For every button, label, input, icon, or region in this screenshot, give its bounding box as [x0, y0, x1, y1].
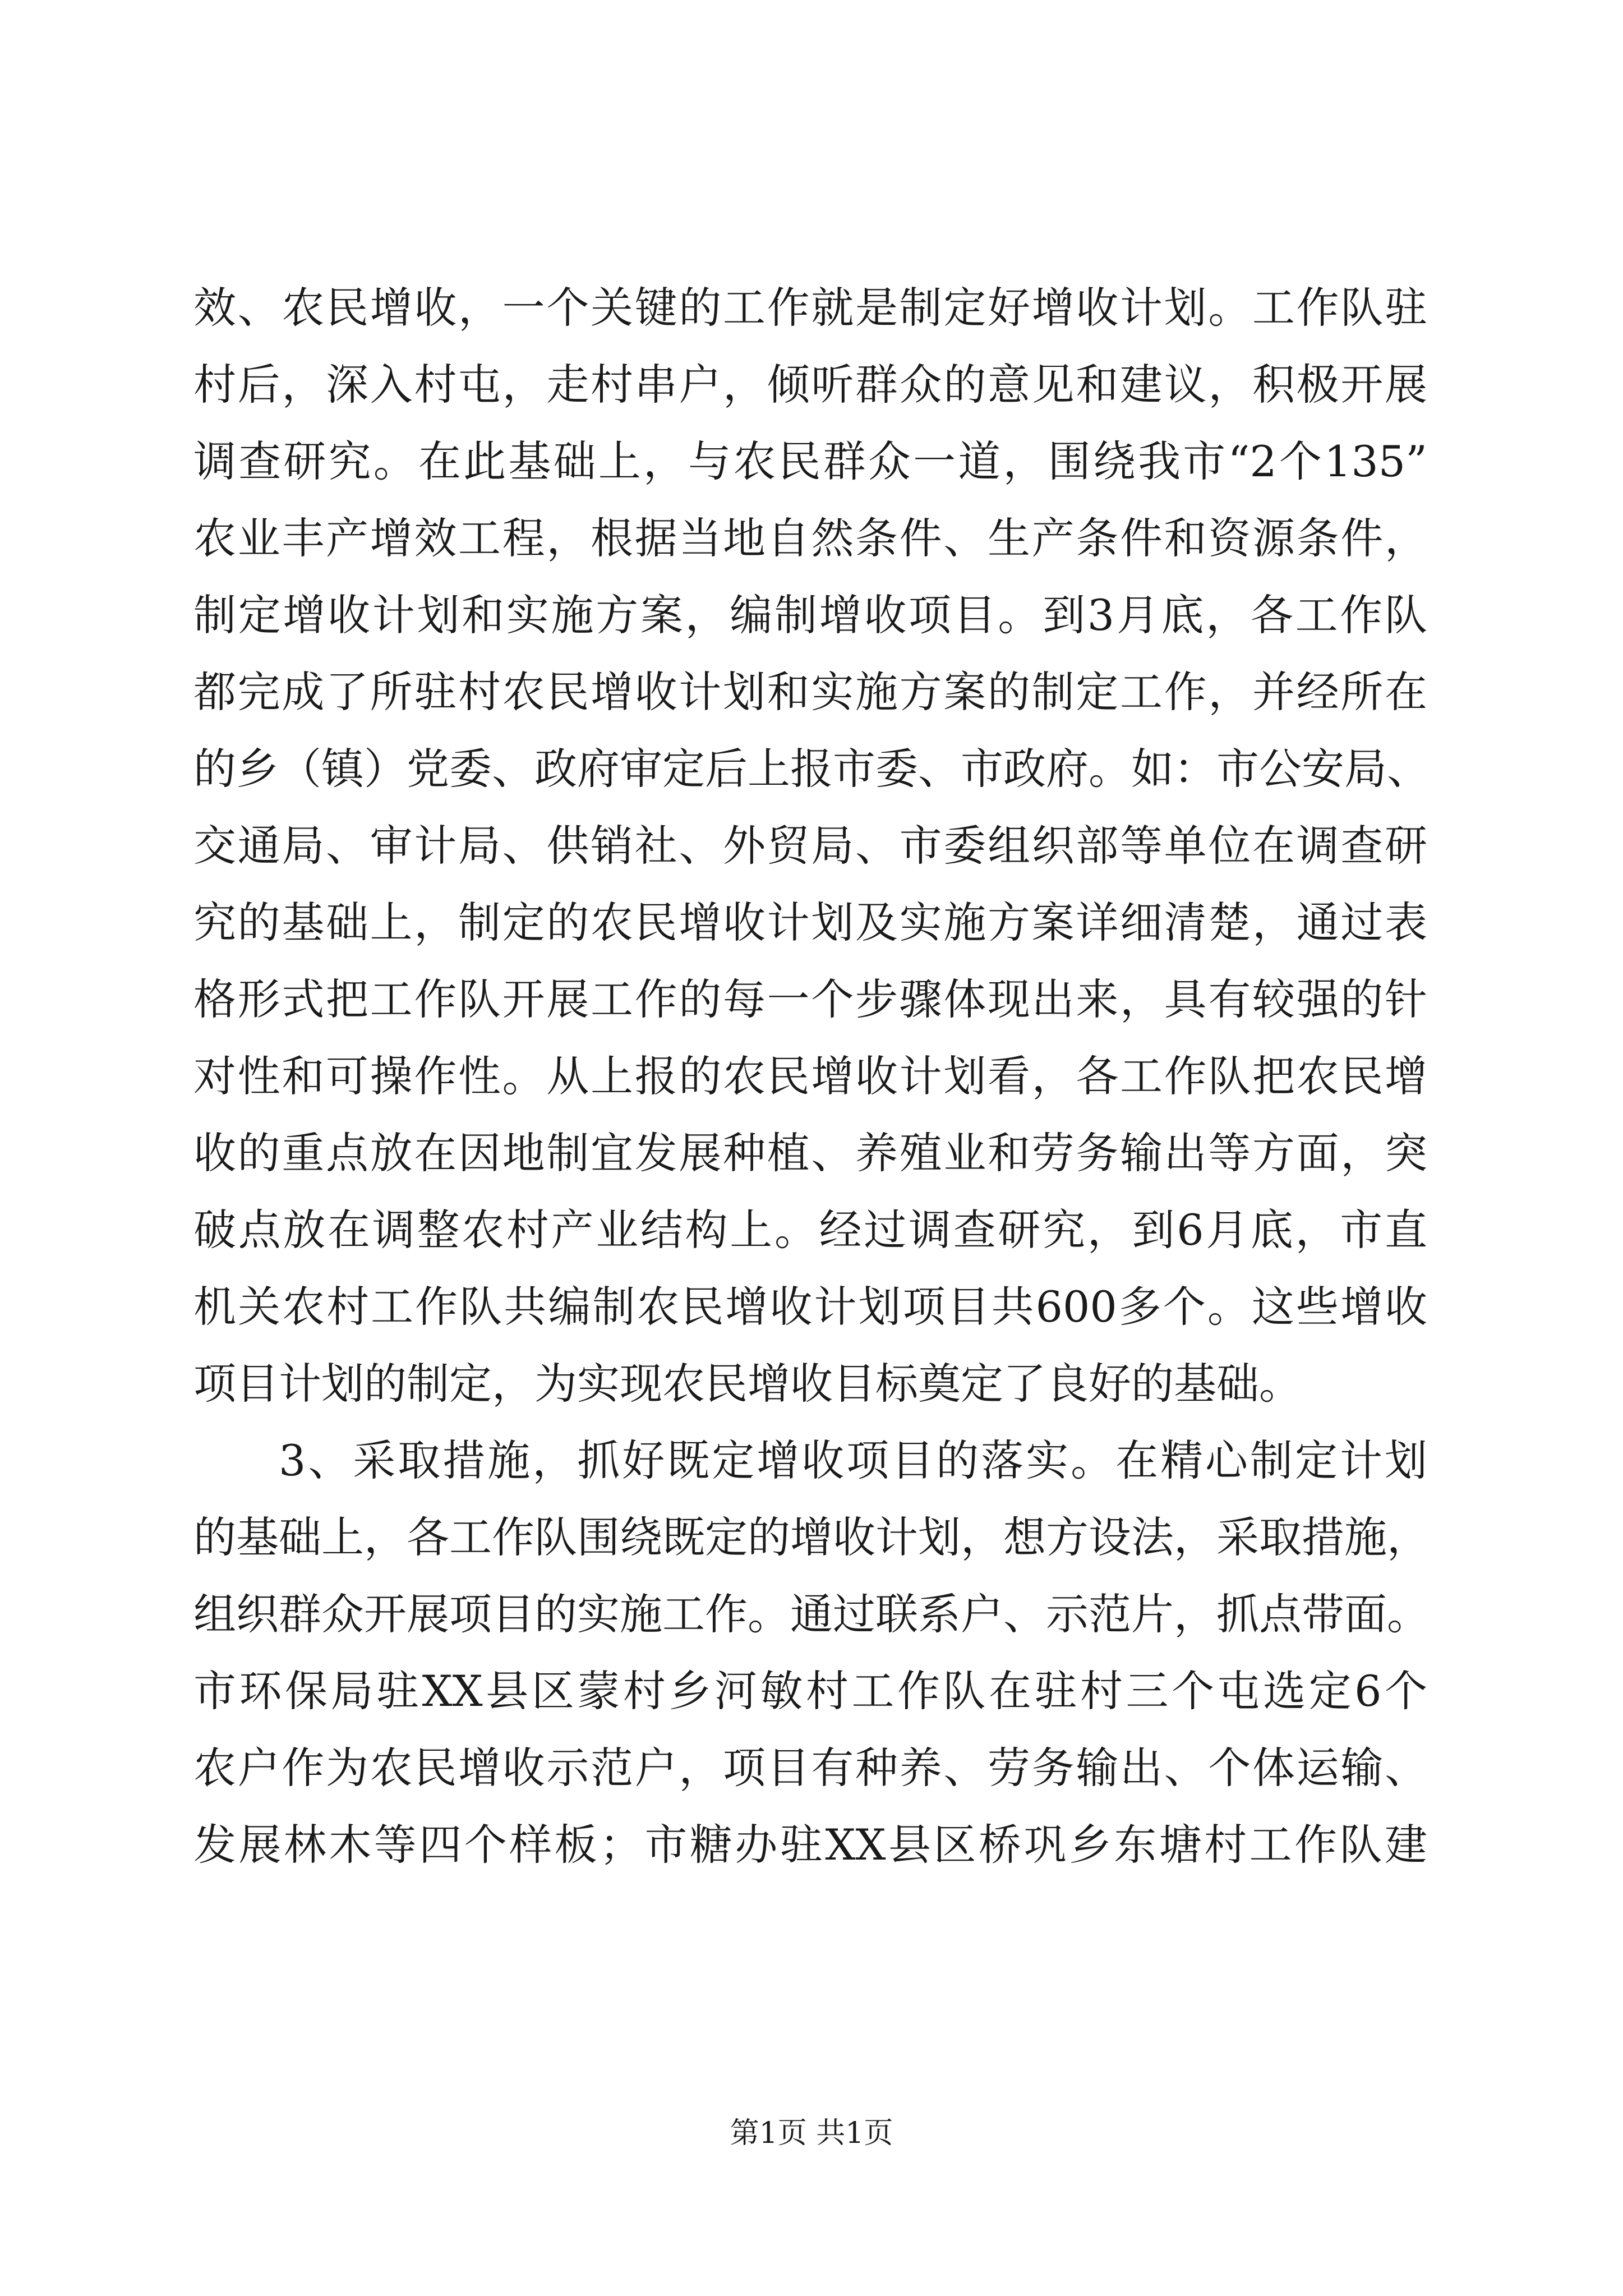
text-line: 调查研究。在此基础上，与农民群众一道，围绕我市“2个135” — [193, 436, 1427, 486]
text-line: 的乡（镇）党委、政府审定后上报市委、市政府。如：市公安局、 — [193, 744, 1430, 794]
text-line: 破点放在调整农村产业结构上。经过调查研究，到6月底，市直 — [193, 1205, 1427, 1255]
text-line: 组织群众开展项目的实施工作。通过联系户、示范片，抓点带面。 — [193, 1589, 1430, 1639]
text-line: 都完成了所驻村农民增收计划和实施方案的制定工作，并经所在 — [193, 667, 1427, 717]
text-line: 收的重点放在因地制宜发展种植、养殖业和劳务输出等方面，突 — [193, 1128, 1427, 1178]
text-line: 村后，深入村屯，走村串户，倾听群众的意见和建议，积极开展 — [193, 360, 1427, 409]
paragraph-first-line: 3、采取措施，抓好既定增收项目的落实。在精心制定计划 — [279, 1435, 1427, 1485]
text-line: 的基础上，各工作队围绕既定的增收计划，想方设法，采取措施， — [193, 1512, 1430, 1562]
page-footer: 第1页 共1页 — [730, 2116, 893, 2150]
text-line: 对性和可操作性。从上报的农民增收计划看，各工作队把农民增 — [193, 1051, 1427, 1101]
text-line: 制定增收计划和实施方案，编制增收项目。到3月底，各工作队 — [193, 590, 1427, 640]
text-line: 效、农民增收，一个关键的工作就是制定好增收计划。工作队驻 — [193, 283, 1427, 333]
text-line: 交通局、审计局、供销社、外贸局、市委组织部等单位在调查研 — [193, 821, 1427, 871]
text-line: 格形式把工作队开展工作的每一个步骤体现出来，具有较强的针 — [193, 974, 1427, 1024]
text-line: 究的基础上，制定的农民增收计划及实施方案详细清楚，通过表 — [193, 898, 1427, 947]
text-line: 市环保局驻XX县区蒙村乡河敏村工作队在驻村三个屯选定6个 — [193, 1666, 1427, 1716]
text-line: 项目计划的制定，为实现农民增收目标奠定了良好的基础。 — [193, 1359, 1302, 1409]
text-line: 发展林木等四个样板；市糖办驻XX县区桥巩乡东塘村工作队建 — [193, 1820, 1427, 1870]
text-line: 机关农村工作队共编制农民增收计划项目共600多个。这些增收 — [193, 1282, 1427, 1332]
text-line: 农户作为农民增收示范户，项目有种养、劳务输出、个体运输、 — [193, 1743, 1427, 1793]
text-line: 农业丰产增效工程，根据当地自然条件、生产条件和资源条件， — [193, 513, 1427, 563]
document-body — [193, 269, 1430, 1883]
